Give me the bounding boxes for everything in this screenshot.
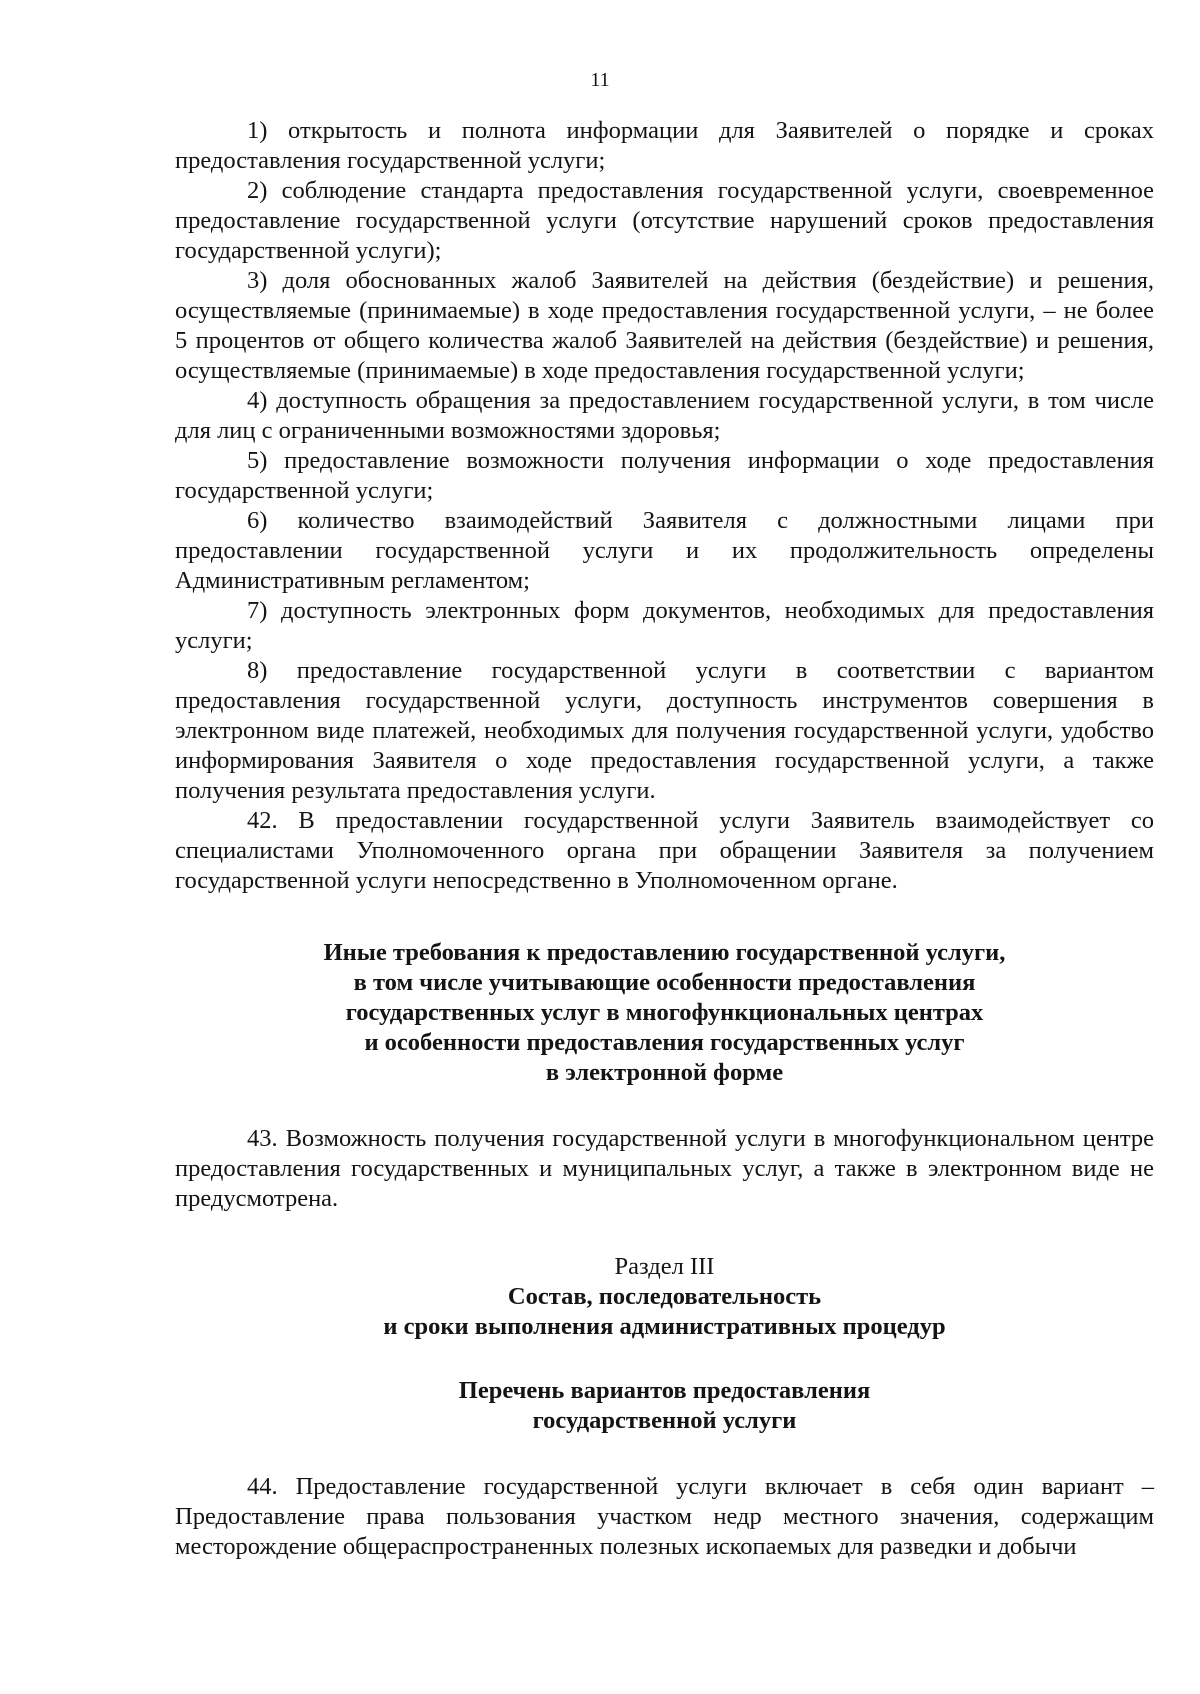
section-label: Раздел III <box>614 1253 715 1280</box>
list-item-3: 3) доля обоснованных жалоб Заявителей на действия (бездействие) и решения, осуществляемые (принимаемые) в ходе предоставления государственной услуги, – не более 5 процентов от общего количества жалоб Заявителей на действия (бездействие) и решения, осуществляемые (принимаемые) в ходе предоставления государственной услуги; <box>175 267 1154 384</box>
heading-other-requirements <box>175 938 1154 1088</box>
paragraph-44: 44. Предоставление государственной услуги включает в себя один вариант – Предоставление права пользования участком недр местного значения, содержащим месторождение общераспространенных полезных ископаемых для разведки и добычи <box>175 1473 1154 1560</box>
section-title-line: Состав, последовательность <box>507 1283 822 1310</box>
heading-line: Перечень вариантов предоставления <box>458 1377 871 1404</box>
heading-line: в том числе учитывающие особенности предоставления <box>353 969 976 996</box>
list-item-7: 7) доступность электронных форм документов, необходимых для предоставления услуги; <box>175 597 1154 654</box>
paragraph-43: 43. Возможность получения государственной услуги в многофункциональном центре предоставления государственных и муниципальных услуг, а также в электронном виде не предусмотрена. <box>175 1125 1154 1212</box>
heading-line: Иные требования к предоставлению государственной услуги, <box>323 939 1006 966</box>
list-item-5: 5) предоставление возможности получения информации о ходе предоставления государственной услуги; <box>175 447 1154 504</box>
heading-line: в электронной форме <box>545 1059 784 1086</box>
list-item-8: 8) предоставление государственной услуги в соответствии с вариантом предоставления государственной услуги, доступность инструментов совершения в электронном виде платежей, необходимых для получения государственной услуги, удобство информирования Заявителя о ходе предоставления государственной услуги, а также получения результата предоставления услуги. <box>175 657 1154 804</box>
heading-line: государственной услуги <box>532 1407 797 1434</box>
heading-line: и особенности предоставления государственных услуг <box>364 1029 965 1056</box>
list-item-1: 1) открытость и полнота информации для Заявителей о порядке и сроках предоставления государственной услуги; <box>175 117 1154 174</box>
list-item-6: 6) количество взаимодействий Заявителя с должностными лицами при предоставлении государственной услуги и их продолжительность определены Административным регламентом; <box>175 507 1154 594</box>
document-body <box>175 116 1154 1562</box>
section-heading <box>175 1252 1154 1342</box>
paragraph-42: 42. В предоставлении государственной услуги Заявитель взаимодействует со специалистами Уполномоченного органа при обращении Заявителя за получением государственной услуги непосредственно в Уполномоченном органе. <box>175 807 1154 894</box>
heading-variants-list <box>175 1376 1154 1436</box>
list-item-4: 4) доступность обращения за предоставлением государственной услуги, в том числе для лиц с ограниченными возможностями здоровья; <box>175 387 1154 444</box>
list-item-2: 2) соблюдение стандарта предоставления государственной услуги, своевременное предоставление государственной услуги (отсутствие нарушений сроков предоставления государственной услуги); <box>175 177 1154 264</box>
page-number: 11 <box>590 69 610 91</box>
section-title-line: и сроки выполнения административных процедур <box>383 1313 946 1340</box>
heading-line: государственных услуг в многофункциональных центрах <box>345 999 984 1026</box>
